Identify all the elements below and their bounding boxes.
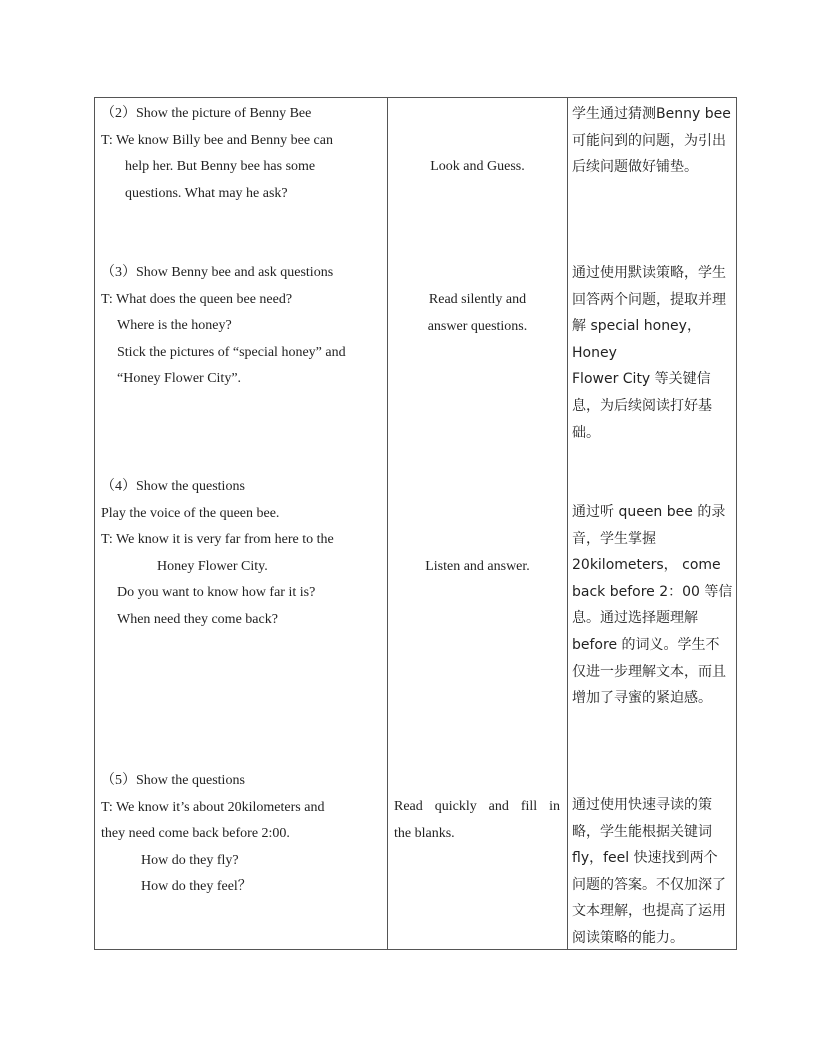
text-line: 通过使用默读策略，学生 — [572, 265, 726, 281]
text-line: Read quickly and fill in — [394, 799, 560, 814]
text-line: 20kilometers， come — [572, 557, 721, 574]
text-line: Read silently and — [428, 292, 527, 307]
teacher-activity-3 — [101, 260, 346, 393]
purpose-3 — [572, 260, 734, 446]
text-line: 回答两个问题，提取并理 — [572, 291, 726, 308]
text-line: Stick the pictures of “special honey” and — [117, 344, 346, 360]
text-line: How do they fly? — [141, 852, 239, 868]
text-line: answer questions. — [427, 318, 528, 334]
lesson-table — [94, 97, 737, 950]
text-line: fly，feel 快速找到两个 — [572, 850, 718, 867]
column-divider — [567, 98, 568, 949]
text-line: T: We know it is very far from here to the — [101, 532, 334, 548]
text-line: 息。通过选择题理解 — [572, 610, 698, 627]
text-line: 础。 — [572, 424, 600, 441]
text-line: How do they feel？ — [141, 879, 252, 895]
text-line: 学生通过猜测Benny bee — [572, 106, 731, 122]
text-line: 文本理解，也提高了运用 — [572, 903, 726, 920]
text-line: 息，为后续阅读打好基 — [572, 397, 712, 414]
text-line: Where is the honey? — [117, 318, 232, 334]
purpose-4 — [572, 499, 734, 712]
student-activity-5 — [394, 794, 560, 847]
teacher-activity-4 — [101, 474, 334, 634]
text-line: Honey Flower City. — [157, 558, 268, 574]
text-line: 解 special honey，Honey — [572, 318, 701, 361]
text-line: When need they come back? — [117, 611, 278, 627]
text-line: they need come back before 2:00. — [101, 826, 290, 842]
text-line: questions. What may he ask? — [125, 185, 288, 201]
text-line: （5）Show the questions — [101, 773, 245, 788]
text-line: 后续问题做好铺垫。 — [572, 159, 698, 176]
text-line: T: We know it’s about 20kilometers and — [101, 799, 325, 815]
text-line: Listen and answer. — [425, 559, 530, 574]
text-line: Play the voice of the queen bee. — [101, 505, 280, 521]
text-line: T: We know Billy bee and Benny bee can — [101, 132, 333, 148]
teacher-activity-5 — [101, 768, 324, 901]
text-line: before 的词义。学生不 — [572, 636, 720, 653]
student-activity-2 — [388, 154, 567, 181]
text-line: the blanks. — [394, 825, 455, 841]
purpose-5 — [572, 792, 734, 952]
teacher-activity-2 — [101, 101, 333, 207]
text-line: 音，学生掌握 — [572, 530, 656, 547]
text-line: 增加了寻蜜的紧迫感。 — [572, 690, 712, 707]
text-line: “Honey Flower City”. — [117, 371, 242, 387]
text-line: 可能问到的问题，为引出 — [572, 132, 726, 149]
text-line: 略，学生能根据关键词 — [572, 823, 712, 840]
text-line: back before 2：00 等信 — [572, 583, 733, 600]
text-line: Do you want to know how far it is? — [117, 585, 316, 601]
text-line: （3）Show Benny bee and ask questions — [101, 265, 334, 280]
text-line: Flower City 等关键信 — [572, 371, 711, 388]
student-activity-4 — [388, 554, 567, 581]
text-line: 仅进一步理解文本，而且 — [572, 663, 726, 680]
text-line: （2）Show the picture of Benny Bee — [101, 106, 312, 121]
student-activity-3 — [388, 287, 567, 340]
text-line: Look and Guess. — [430, 159, 525, 174]
text-line: 通过使用快速寻读的策 — [572, 797, 712, 813]
purpose-2 — [572, 101, 734, 181]
text-line: help her. But Benny bee has some — [125, 159, 316, 175]
text-line: 问题的答案。不仅加深了 — [572, 876, 726, 893]
text-line: 通过听 queen bee 的录 — [572, 504, 726, 520]
column-divider — [387, 98, 388, 949]
text-line: （4）Show the questions — [101, 479, 245, 494]
text-line: T: What does the queen bee need? — [101, 291, 293, 307]
text-line: 阅读策略的能力。 — [572, 929, 684, 946]
